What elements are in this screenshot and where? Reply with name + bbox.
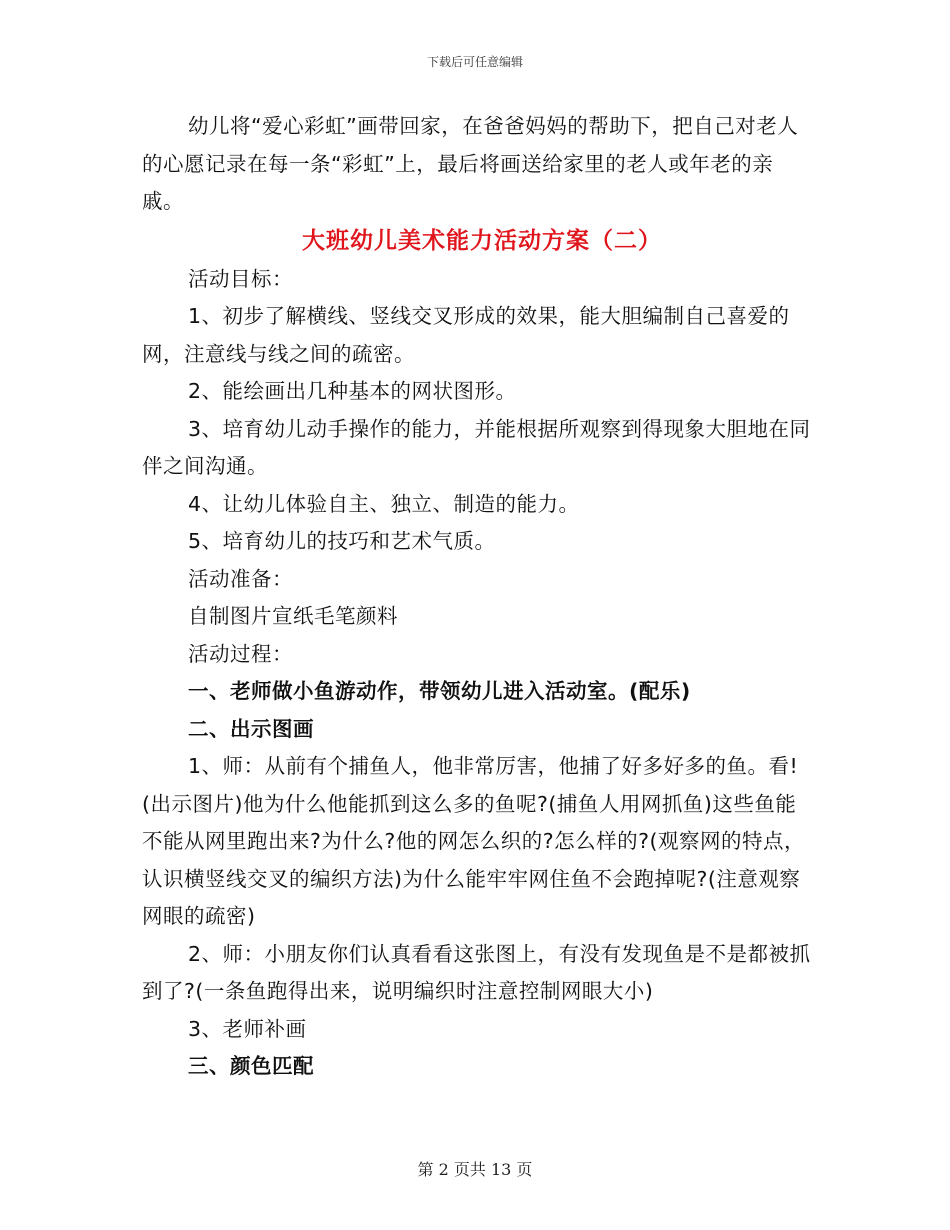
goal-item: 3、培育幼儿动手操作的能力，并能根据所观察到得现象大胆地在同伴之间沟通。 [142,416,811,478]
section-title: 大班幼儿美术能力活动方案（二） [302,227,662,254]
preparation-label: 活动准备： [188,566,293,591]
preparation-text: 自制图片宣纸毛笔颜料 [188,604,398,628]
process-step-heading: 二、出示图画 [188,716,314,741]
process-step-item: 3、老师补画 [188,1016,307,1041]
process-step-item: 2、师：小朋友你们认真看看这张图上，有没有发现鱼是不是都被抓到了?(一条鱼跑得出来，说明编织时注意控制网眼大小) [142,941,811,1003]
process-label: 活动过程： [188,641,293,666]
goal-item: 4、让幼儿体验自主、独立、制造的能力。 [188,491,580,516]
page-header: 下载后可任意编辑 [426,55,523,69]
process-step-heading: 三、颜色匹配 [188,1054,314,1078]
goal-item: 2、能绘画出几种基本的网状图形。 [188,379,517,403]
goals-label: 活动目标： [188,266,293,291]
document-body [142,108,814,1086]
process-step-heading: 一、老师做小鱼游动作，带领幼儿进入活动室。(配乐) [188,679,691,703]
page-footer: 第 2 页共 13 页 [417,1160,533,1179]
goal-item: 1、初步了解横线、竖线交叉形成的效果，能大胆编制自己喜爱的网，注意线与线之间的疏密。 [142,304,790,366]
intro-paragraph: 幼儿将“爱心彩虹”画带回家，在爸爸妈妈的帮助下，把自己对老人的心愿记录在每一条“彩虹”上，最后将画送给家里的老人或年老的亲戚。 [142,114,799,213]
goal-item: 5、培育幼儿的技巧和艺术气质。 [188,529,496,553]
process-step-item: 1、师：从前有个捕鱼人，他非常厉害，他捕了好多好多的鱼。看!(出示图片)他为什么他能抓到这么多的鱼呢?(捕鱼人用网抓鱼)这些鱼能不能从网里跑出来?为什么?他的网怎么织的?怎么样的?(观察网的特点，认识横竖线交叉的编织方法)为什么能牢牢网住鱼不会跑掉呢?(注意观察网眼的疏密) [142,754,806,928]
